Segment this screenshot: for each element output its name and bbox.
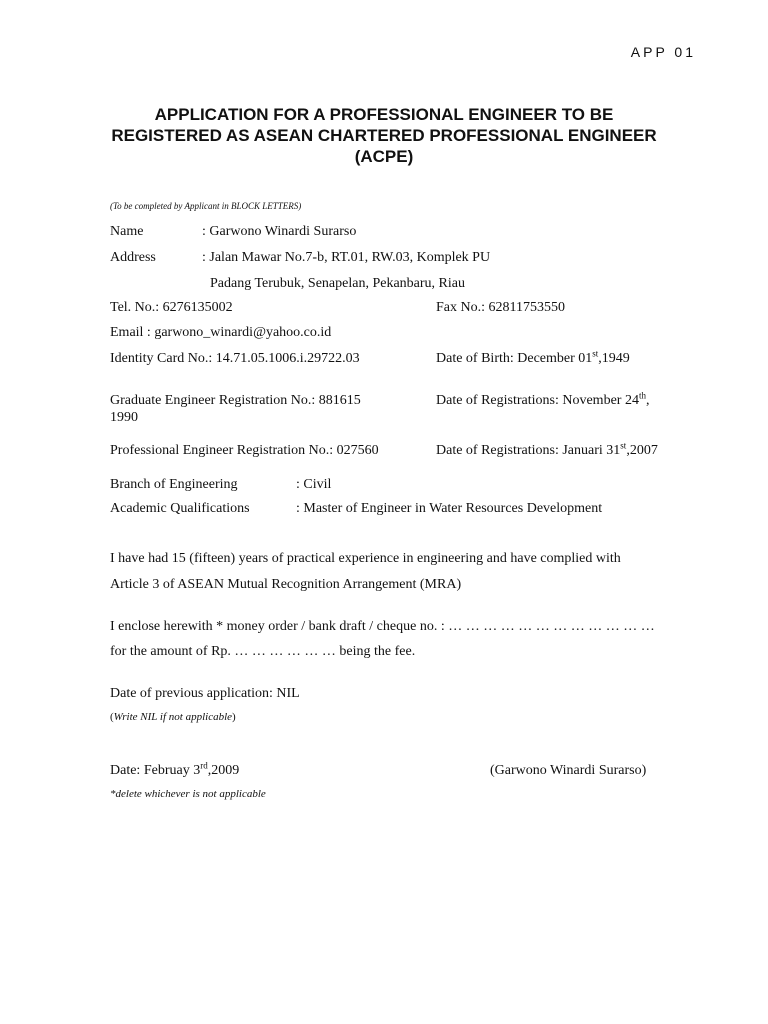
experience-line-1: I have had 15 (fifteen) years of practical experience in engineering and have complied with — [110, 551, 621, 566]
graduate-registration-number: Graduate Engineer Registration No.: 881615 — [110, 393, 361, 408]
fax-number: Fax No.: 62811753550 — [436, 300, 565, 315]
title-line-1: APPLICATION FOR A PROFESSIONAL ENGINEER TO BE — [154, 105, 614, 124]
experience-line-2: Article 3 of ASEAN Mutual Recognition Arrangement (MRA) — [110, 577, 462, 592]
payment-line-1: I enclose herewith * money order / bank draft / cheque no. : … … … … … … … … … … … … — [110, 619, 655, 634]
application-date: Date: Februay 3rd,2009 — [110, 760, 240, 778]
title-line-3: (ACPE) — [354, 147, 414, 166]
form-code: APP 01 — [630, 44, 696, 60]
name-label: Name — [110, 224, 144, 239]
address-line-2: Padang Terubuk, Senapelan, Pekanbaru, Riau — [210, 276, 465, 291]
tel-number: Tel. No.: 6276135002 — [110, 300, 233, 315]
branch-value: : Civil — [296, 477, 332, 492]
signature-name: (Garwono Winardi Surarso) — [490, 763, 647, 778]
professional-registration-number: Professional Engineer Registration No.: 027560 — [110, 443, 379, 458]
footnote: *delete whichever is not applicable — [110, 788, 266, 800]
branch-label: Branch of Engineering — [110, 477, 238, 492]
title-line-2: REGISTERED AS ASEAN CHARTERED PROFESSIONAL ENGINEER — [111, 126, 657, 145]
email: Email : garwono_winardi@yahoo.co.id — [110, 325, 332, 340]
address-line-1: : Jalan Mawar No.7-b, RT.01, RW.03, Komplek PU — [202, 250, 491, 265]
graduate-registration-year: 1990 — [110, 410, 138, 425]
nil-note: (Write NIL if not applicable) — [110, 711, 236, 723]
academic-label: Academic Qualifications — [110, 501, 250, 516]
payment-line-2: for the amount of Rp. … … … … … … being the fee. — [110, 644, 416, 659]
graduate-registration-date: Date of Registrations: November 24th, — [436, 390, 650, 408]
professional-registration-date: Date of Registrations: Januari 31st,2007 — [436, 440, 658, 458]
identity-card-number: Identity Card No.: 14.71.05.1006.i.29722.03 — [110, 351, 360, 366]
previous-application: Date of previous application: NIL — [110, 686, 300, 701]
date-of-birth: Date of Birth: December 01st,1949 — [436, 348, 630, 366]
academic-value: : Master of Engineer in Water Resources Development — [296, 501, 603, 516]
form-title — [90, 104, 678, 167]
address-label: Address — [110, 250, 156, 265]
name-value: : Garwono Winardi Surarso — [202, 224, 357, 239]
block-letters-instruction: (To be completed by Applicant in BLOCK LETTERS) — [110, 201, 302, 211]
